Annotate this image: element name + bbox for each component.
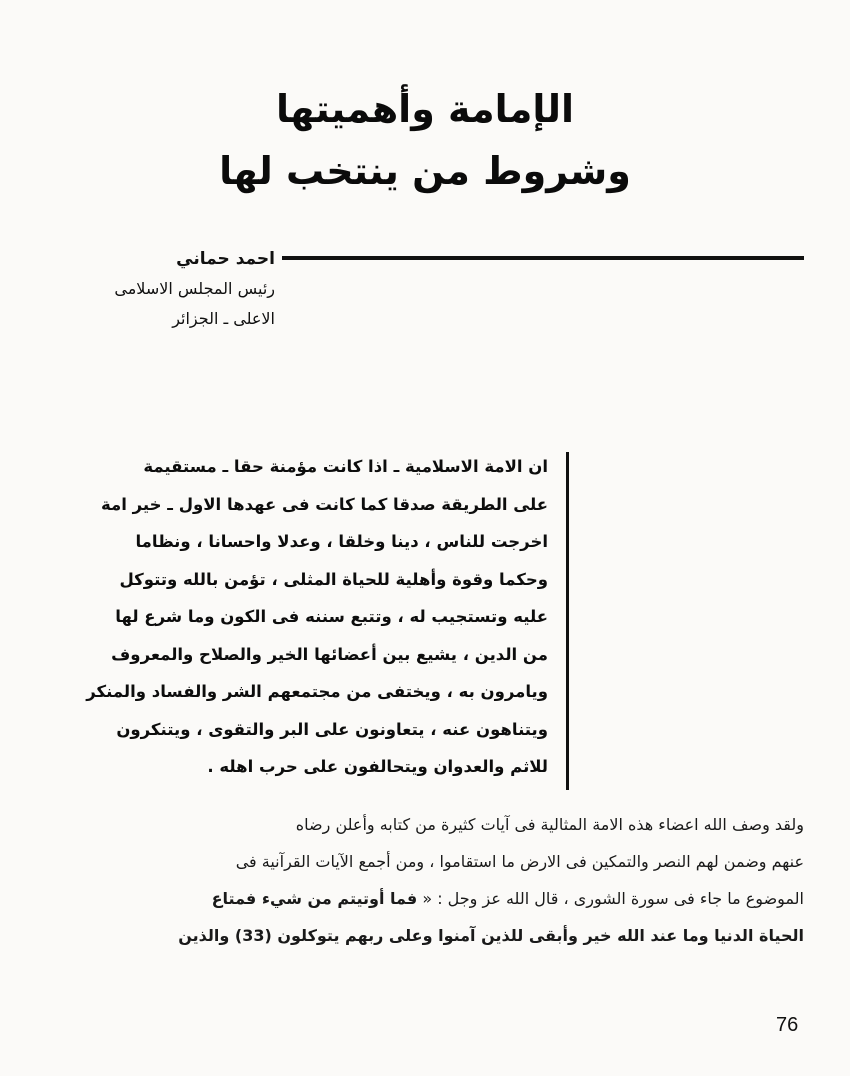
article-title <box>130 78 720 202</box>
body-line <box>42 880 804 917</box>
body-paragraph <box>42 806 804 954</box>
intro-line: ويامرون به ، ويختفى من مجتمعهم الشر والفساد والمنكر <box>86 682 548 701</box>
title-line-1: الإمامة وأهميتها <box>275 87 574 131</box>
intro-line: اخرجت للناس ، دينا وخلقا ، وعدلا واحسانا ، ونظاما <box>135 532 548 551</box>
body-line: ولقد وصف الله اعضاء هذه الامة المثالية فى آيات كثيرة من كتابه وأعلن رضاه <box>295 815 804 834</box>
author-divider <box>282 256 804 260</box>
author-name: احمد حماني <box>176 249 275 269</box>
page-number: 76 <box>776 1014 799 1036</box>
body-line: عنهم وضمن لهم النصر والتمكين فى الارض ما استقاموا ، ومن أجمع الآيات القرآنية فى <box>235 852 804 871</box>
intro-line: وحكما وقوة وأهلية للحياة المثلى ، تؤمن بالله وتتوكل <box>119 569 548 589</box>
author-block <box>15 244 275 334</box>
intro-paragraph <box>58 448 548 786</box>
quran-quote-start: فما أوتيتم من شيء فمتاع <box>211 889 418 908</box>
quran-quote: الحياة الدنيا وما عند الله خير وأبقى للذين آمنوا وعلى ربهم يتوكلون (33) والذين <box>178 926 804 945</box>
author-role-line-1: رئيس المجلس الاسلامى <box>114 279 275 298</box>
intro-line: من الدين ، يشيع بين أعضائها الخير والصلاح والمعروف <box>111 644 548 664</box>
author-role-line-2: الاعلى ـ الجزائر <box>172 309 275 328</box>
intro-line: عليه وتستجيب له ، وتتبع سننه فى الكون وما شرع لها <box>115 607 548 626</box>
intro-line: ويتناهون عنه ، يتعاونون على البر والتقوى ، ويتنكرون <box>116 719 548 739</box>
intro-line: على الطريقة صدقا كما كانت فى عهدها الاول ـ خير امة <box>101 494 548 514</box>
title-line-2: وشروط من ينتخب لها <box>219 149 631 193</box>
intro-line: ان الامة الاسلامية ـ اذا كانت مؤمنة حقا ـ مستقيمة <box>143 457 548 476</box>
quote-divider <box>566 452 569 790</box>
intro-line: للاثم والعدوان ويتحالفون على حرب اهله . <box>207 757 548 776</box>
body-line-bold <box>42 917 804 954</box>
body-line-plain-part: الموضوع ما جاء فى سورة الشورى ، قال الله عز وجل : « <box>417 889 804 908</box>
